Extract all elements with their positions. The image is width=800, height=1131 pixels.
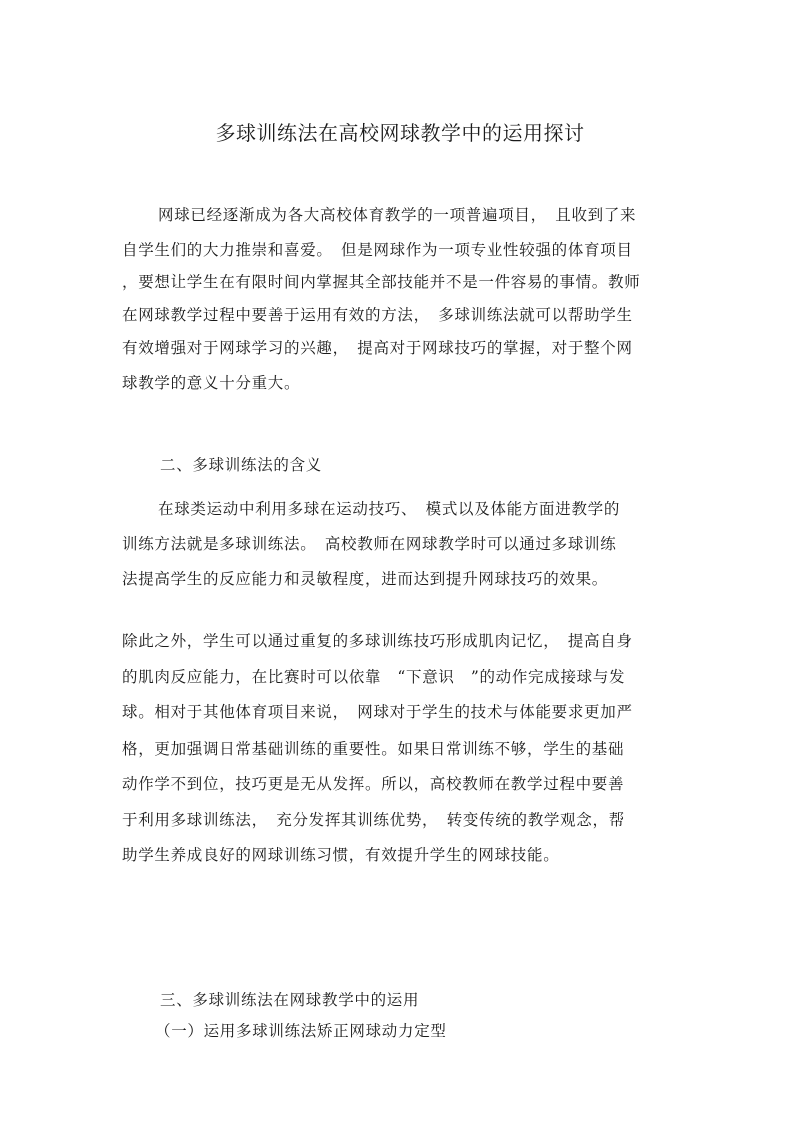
- paragraph-3-line-3: 球。相对于其他体育项目来说， 网球对于学生的技术与体能要求更加严: [122, 703, 633, 721]
- paragraph-3-line-4: 格，更加强调日常基础训练的重要性。如果日常训练不够，学生的基础: [122, 740, 625, 758]
- subsection-heading-3-1: （一）运用多球训练法矫正网球动力定型: [155, 1022, 447, 1040]
- paragraph-1-line-6: 球教学的意义十分重大。: [122, 374, 301, 392]
- paragraph-3-line-6: 于利用多球训练法， 充分发挥其训练优势， 转变传统的教学观念，帮: [122, 811, 625, 829]
- paragraph-2-line-3: 法提高学生的反应能力和灵敏程度，进而达到提升网球技巧的效果。: [122, 570, 609, 588]
- section-heading-2: 二、多球训练法的含义: [160, 456, 323, 474]
- paragraph-3-line-5: 动作学不到位，技巧更是无从发挥。所以，高校教师在教学过程中要善: [122, 775, 625, 793]
- paragraph-2-line-1: 在球类运动中利用多球在运动技巧、 模式以及体能方面进教学的: [158, 500, 621, 518]
- section-heading-3: 三、多球训练法在网球教学中的运用: [160, 991, 420, 1009]
- paragraph-3-line-7: 助学生养成良好的网球训练习惯，有效提升学生的网球技能。: [122, 846, 560, 864]
- paragraph-1-line-2: 自学生们的大力推崇和喜爱。 但是网球作为一项专业性较强的体育项目: [122, 241, 633, 259]
- paragraph-1-line-3: ，要想让学生在有限时间内掌握其全部技能并不是一件容易的事情。教师: [122, 273, 641, 291]
- paragraph-1-line-5: 有效增强对于网球学习的兴趣， 提高对于网球技巧的掌握，对于整个网: [122, 339, 633, 357]
- paragraph-3-line-2: 的肌肉反应能力，在比赛时可以依靠 “下意识 ”的动作完成接球与发: [122, 668, 626, 686]
- paragraph-3-line-1: 除此之外，学生可以通过重复的多球训练技巧形成肌肉记忆， 提高自身: [122, 632, 633, 650]
- paragraph-1-line-4: 在网球教学过程中要善于运用有效的方法， 多球训练法就可以帮助学生: [122, 306, 633, 324]
- paragraph-2-line-2: 训练方法就是多球训练法。 高校教师在网球教学时可以通过多球训练: [122, 535, 617, 553]
- paragraph-1-line-1: 网球已经逐渐成为各大高校体育教学的一项普遍项目， 且收到了来: [158, 206, 637, 224]
- document-title: 多球训练法在高校网球教学中的运用探讨: [215, 121, 585, 145]
